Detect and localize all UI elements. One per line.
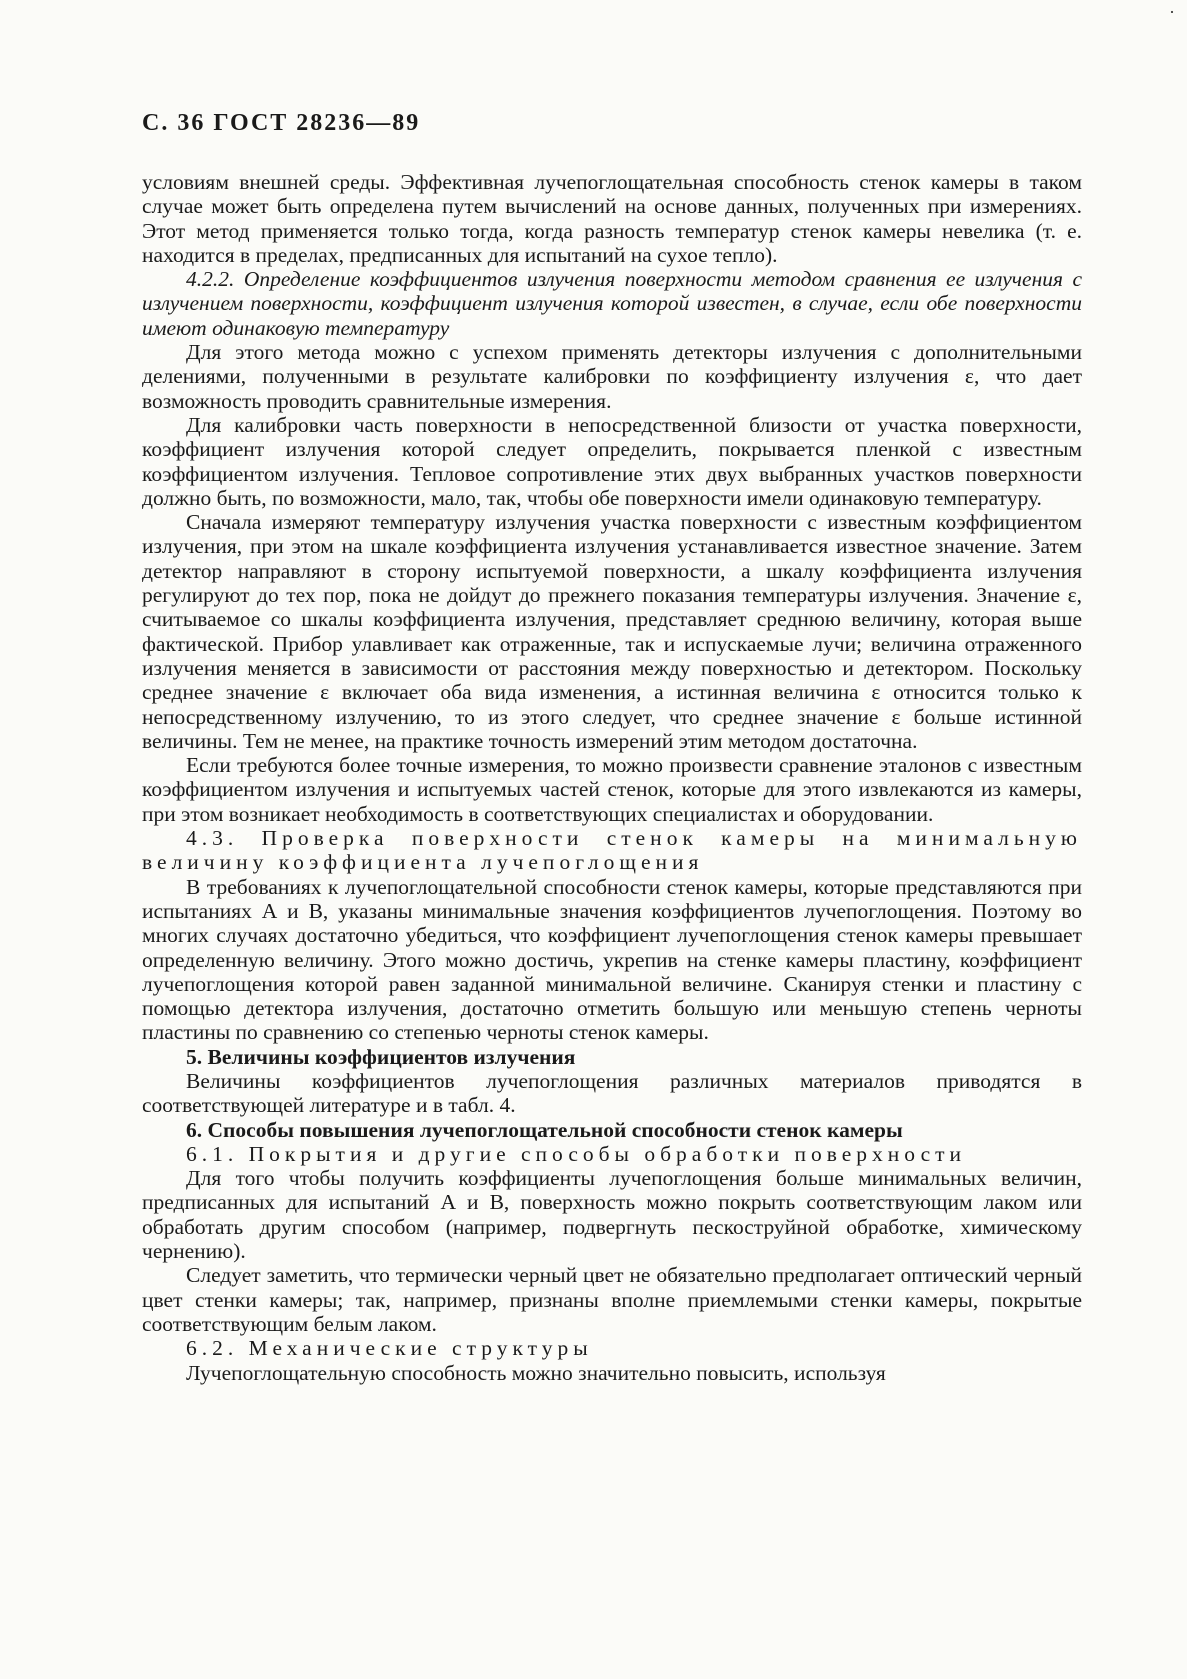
section-6-1-heading: 6.1. Покрытия и другие способы обработки поверхности	[186, 1141, 967, 1166]
paragraph-5: Сначала измеряют температуру излучения участка поверхности с известным коэффициентом излучения, при этом на шкале коэффициента излучения устанавливается известное значение. Затем детектор направляют в сторону испытуемой поверхности, а шкалу коэффициента излучения регулируют до тех пор, пока не дойдут до прежнего показания температуры излучения. Значение ε, считываемое со шкалы коэффициента излучения, представляет среднюю величину, которая выше фактической. Прибор улавливает как отраженные, так и испускаемые лучи; величина отраженного излучения меняется в зависимости от расстояния между поверхностью и детектором. Поскольку среднее значение ε включает оба вида изменения, а истинная величина ε относится только к непосредственному излучению, то из этого следует, что среднее значение ε больше истинной величины. Тем не менее, на практике точность измерений этим методом достаточна.	[142, 510, 1082, 753]
section-6-2-heading: 6.2. Механические структуры	[186, 1336, 593, 1361]
section-4-3-heading: 4.3. Проверка поверхности стенок камеры на минимальную величину коэффициента лучепоглощения	[142, 826, 1082, 875]
paragraph-8: В требованиях к лучепоглощательной способности стенок камеры, которые представляются при испытаниях А и В, указаны минимальные значения коэффициентов лучепоглощения. Поэтому во многих случаях достаточно убедиться, что коэффициент лучепоглощения стенок камеры превышает определенную величину. Этого можно достичь, укрепив на стенке камеры пластину, коэффициент лучепоглощения которой равен заданной минимальной величине. Сканируя стенки и пластину с помощью детектора излучения, достаточно отметить большую или меньшую степень черноты пластины по сравнению со степенью черноты стенок камеры.	[142, 874, 1082, 1045]
page-header: С. 36 ГОСТ 28236—89	[142, 110, 421, 136]
paragraph-6: Если требуются более точные измерения, то можно произвести сравнение эталонов с известным коэффициентом излучения и испытуемых частей стенок, которые для этого извлекаются из камеры, при этом возникает необходимость в соответствующих специалистах и оборудовании.	[142, 753, 1082, 826]
paragraph-14: Следует заметить, что термически черный цвет не обязательно предполагает оптический черный цвет стенки камеры; так, например, признаны вполне приемлемыми стенки камеры, покрытые соответствующим белым лаком.	[142, 1263, 1082, 1336]
section-4-2-2-heading: 4.2.2. Определение коэффициентов излучения поверхности методом сравнения ее излучения с излучением поверхности, коэффициент излучения которой известен, в случае, если обе поверхности имеют одинаковую температуру	[142, 267, 1082, 340]
paragraph-1: условиям внешней среды. Эффективная лучепоглощательная способность стенок камеры в таком случае может быть определена путем вычислений на основе данных, полученных при измерениях. Этот метод применяется только тогда, когда разность температур стенок камеры невелика (т. е. находится в пределах, предписанных для испытаний на сухое тепло).	[142, 170, 1082, 267]
paragraph-10: Величины коэффициентов лучепоглощения различных материалов приводятся в соответствующей литературе и в табл. 4.	[142, 1068, 1082, 1118]
paragraph-3: Для этого метода можно с успехом применять детекторы излучения с дополнительными делениями, полученными в результате калибровки по коэффициенту излучения ε, что дает возможность проводить сравнительные измерения.	[142, 340, 1082, 413]
paragraph-13: Для того чтобы получить коэффициенты лучепоглощения больше минимальных величин, предписанных для испытаний А и В, поверхность можно покрыть соответствующим лаком или обработать другим способом (например, подвергнуть пескоструйной обработке, химическому чернению).	[142, 1166, 1082, 1264]
section-5-heading: 5. Величины коэффициентов излучения	[186, 1044, 576, 1069]
paragraph-4: Для калибровки часть поверхности в непосредственной близости от участка поверхности, коэффициент излучения которой следует определить, покрывается пленкой с известным коэффициентом излучения. Тепловое сопротивление этих двух выбранных участков поверхности должно быть, по возможности, мало, так, чтобы обе поверхности имели одинаковую температуру.	[142, 412, 1082, 510]
section-6-heading: 6. Способы повышения лучепоглощательной способности стенок камеры	[186, 1117, 903, 1142]
document-body	[142, 170, 1082, 1385]
paragraph-16: Лучепоглощательную способность можно значительно повысить, используя	[186, 1360, 886, 1385]
corner-mark: ·	[1169, 2, 1175, 22]
